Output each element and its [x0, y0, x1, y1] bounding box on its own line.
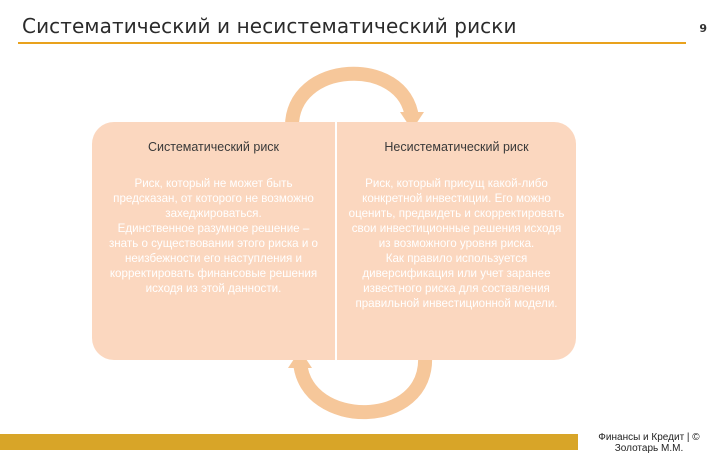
- bottom-arc-arrow: [300, 355, 425, 412]
- card-heading: Систематический риск: [147, 140, 280, 154]
- card-paragraph: Как правило используется диверсификация или учет заранее известного риска для составления правильной инвестиционной модели.: [355, 252, 558, 310]
- card-paragraph: Единственное разумное решение – знать о существовании этого риска и о неизбежности его наступления и корректировать финансовые решения исходя из этой данности.: [108, 222, 319, 295]
- card-body: [347, 176, 566, 311]
- slide-title: Систематический и несистематический риски: [22, 14, 517, 38]
- footer-credit: Финансы и Кредит | © Золотарь М.М.: [578, 430, 720, 454]
- card-body: [102, 176, 325, 296]
- slide-number: 9: [699, 22, 707, 35]
- systematic-risk-card: [92, 122, 335, 360]
- card-paragraph: Риск, который присущ какой-либо конкретной инвестиции. Его можно оценить, предвидеть и скорректировать свои инвестиционные решения исходя из возможного уровня риска.: [348, 177, 565, 250]
- unsystematic-risk-card: [337, 122, 576, 360]
- card-paragraph: Риск, который не может быть предсказан, от которого не возможно захеджироваться.: [113, 177, 314, 220]
- card-heading: Несистематический риск: [384, 140, 529, 154]
- top-arc-arrow: [292, 74, 412, 128]
